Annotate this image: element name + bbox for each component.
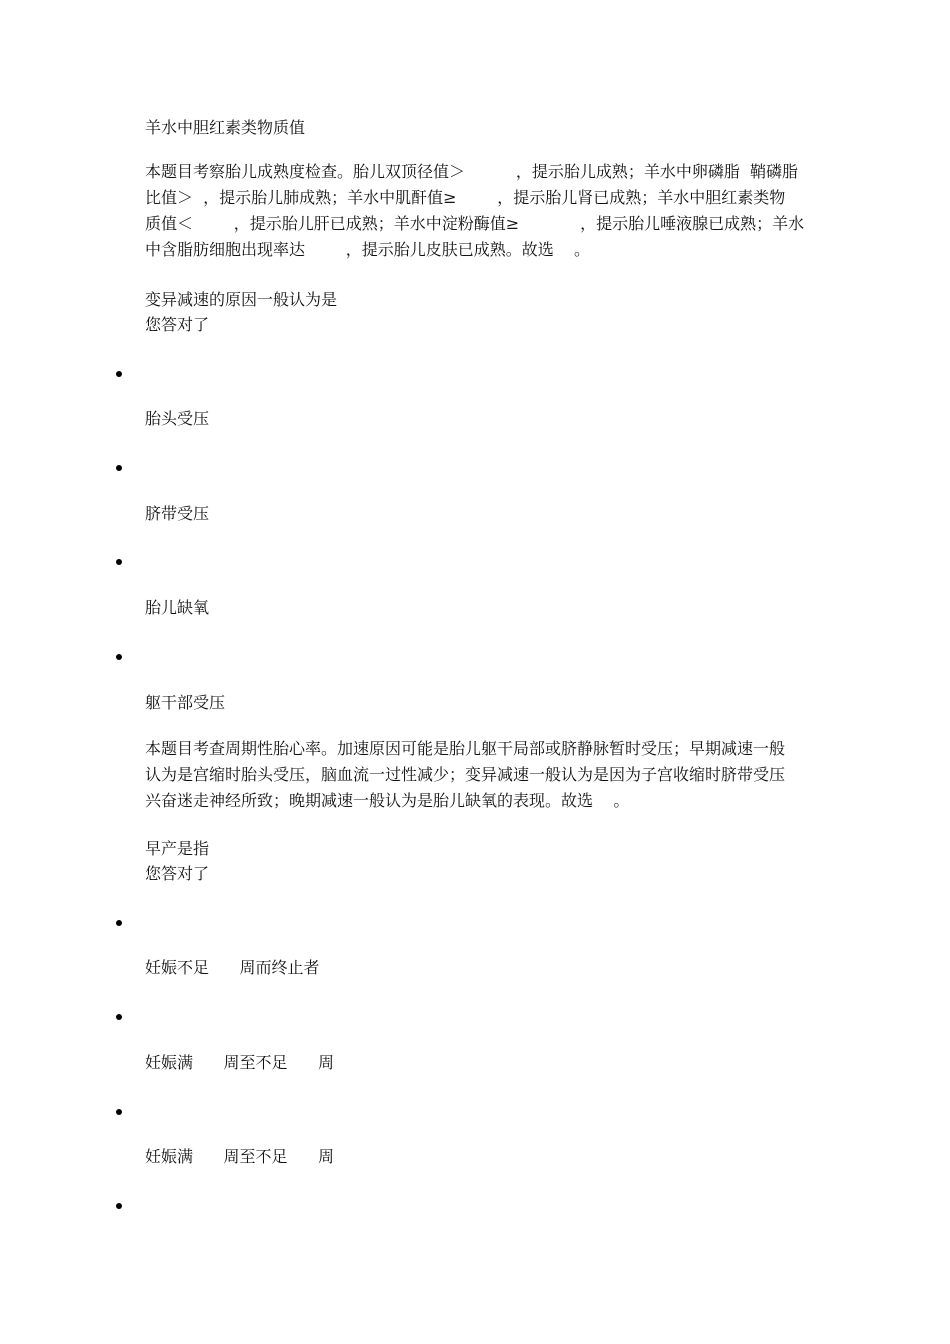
explanation-line: 中含脂肪细胞出现率达 ，提示胎儿皮肤已成熟。故选 。: [145, 240, 591, 259]
option-bullet[interactable]: [114, 463, 124, 473]
option-bullet[interactable]: [114, 1201, 124, 1211]
option-label[interactable]: 妊娠不足 周而终止者: [145, 958, 320, 977]
explanation-line: 本题目考察胎儿成熟度检查。胎儿双顶径值＞ ，提示胎儿成熟；羊水中卵磷脂 鞘磷脂: [145, 162, 799, 181]
explanation-paragraph-1: [145, 159, 809, 263]
option-bullet[interactable]: [114, 369, 124, 379]
explanation-line: 本题目考查周期性胎心率。加速原因可能是胎儿躯干局部或脐静脉暂时受压；早期减速一般: [145, 739, 786, 758]
explanation-line: 比值＞ ，提示胎儿肺成熟；羊水中肌酐值≥ ，提示胎儿肾已成熟；羊水中胆红素类物: [145, 188, 786, 207]
option-label[interactable]: 妊娠满 周至不足 周: [145, 1147, 335, 1166]
answer-status: 您答对了: [145, 864, 210, 883]
explanation-line: 兴奋迷走神经所致；晚期减速一般认为是胎儿缺氧的表现。故选 。: [145, 791, 630, 810]
option-label[interactable]: 躯干部受压: [145, 693, 226, 712]
explanation-line: 认为是宫缩时胎头受压，脑血流一过性减少；变异减速一般认为是因为子宫收缩时脐带受压: [145, 765, 786, 784]
explanation-line: 质值＜ ，提示胎儿肝已成熟；羊水中淀粉酶值≥ ，提示胎儿唾液腺已成熟；羊水: [145, 214, 805, 233]
option-label[interactable]: 妊娠满 周至不足 周: [145, 1053, 335, 1072]
option-label[interactable]: 脐带受压: [145, 504, 210, 523]
answer-text: 羊水中胆红素类物质值: [145, 118, 306, 137]
question-title: 变异减速的原因一般认为是: [145, 290, 338, 309]
option-bullet[interactable]: [114, 652, 124, 662]
question-title: 早产是指: [145, 839, 210, 858]
option-bullet[interactable]: [114, 918, 124, 928]
option-label[interactable]: 胎头受压: [145, 409, 210, 428]
option-bullet[interactable]: [114, 1107, 124, 1117]
option-bullet[interactable]: [114, 557, 124, 567]
answer-status: 您答对了: [145, 315, 210, 334]
explanation-paragraph-2: [145, 736, 809, 814]
option-label[interactable]: 胎儿缺氧: [145, 598, 210, 617]
option-bullet[interactable]: [114, 1012, 124, 1022]
